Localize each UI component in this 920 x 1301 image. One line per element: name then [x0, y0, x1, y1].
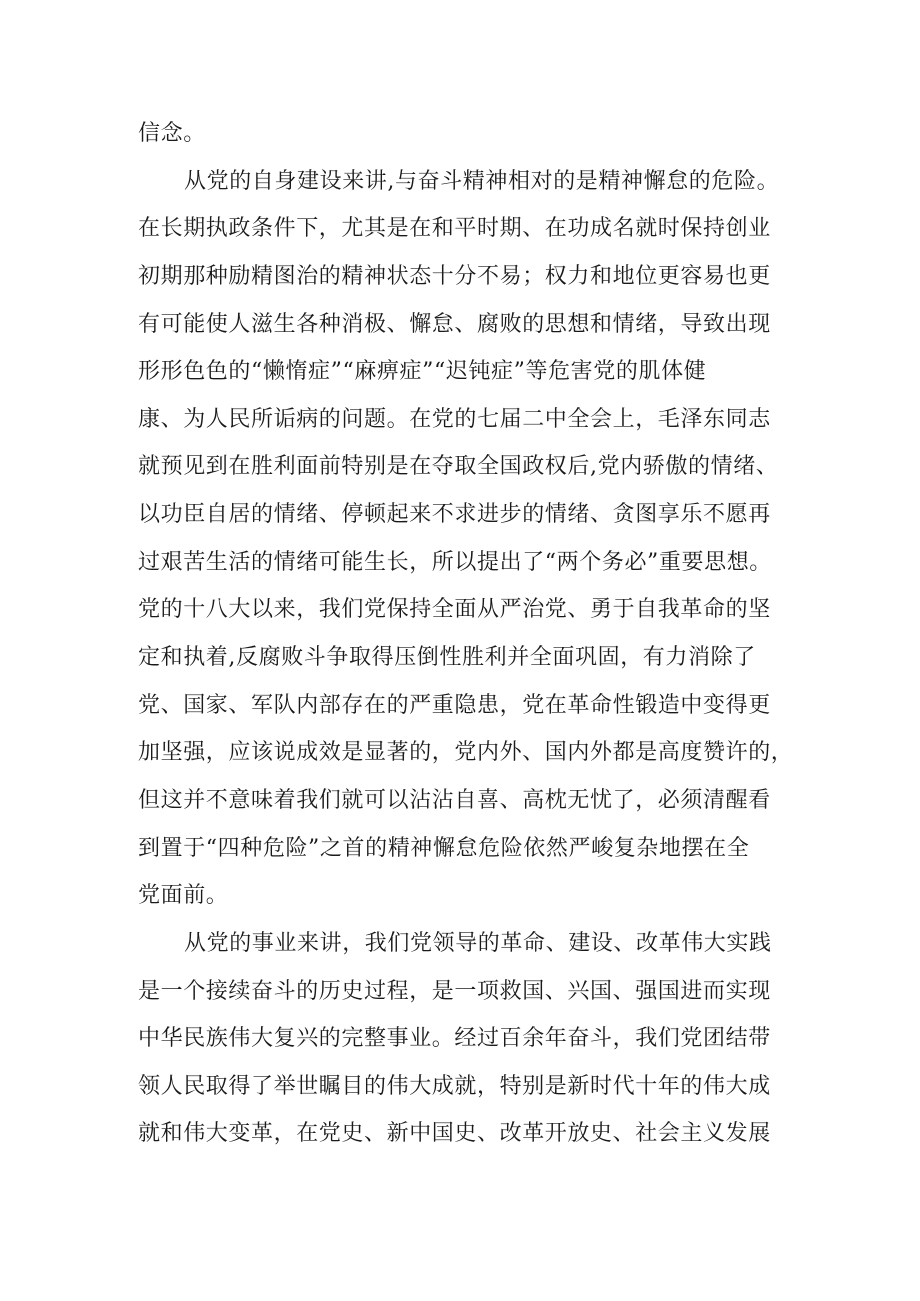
text-line: 从党的自身建设来讲,与奋斗精神相对的是精神懈怠的危险。 — [184, 168, 780, 194]
text-line: 党面前。 — [138, 883, 229, 909]
text-line: 定和执着,反腐败斗争取得压倒性胜利并全面巩固，有力消除了 — [138, 645, 756, 671]
text-line: 从党的事业来讲，我们党领导的革命、建设、改革伟大实践 — [184, 930, 772, 956]
paragraph-1 — [138, 110, 788, 158]
text-line: 就预见到在胜利面前特别是在夺取全国政权后,党内骄傲的情绪、 — [138, 454, 779, 480]
text-line: 到置于“四种危险”之首的精神懈怠危险依然严峻复杂地摆在全 — [138, 835, 750, 861]
text-line: 康、为人民所诟病的问题。在党的七届二中全会上，毛泽东同志 — [138, 406, 771, 432]
text-line: 形形色色的“懒惰症”“麻痹症”“迟钝症”等危害党的肌体健 — [138, 359, 707, 385]
text-line: 就和伟大变革，在党史、新中国史、改革开放史、社会主义发展 — [138, 1121, 771, 1147]
text-line: 是一个接续奋斗的历史过程，是一项救国、兴国、强国进而实现 — [138, 978, 771, 1004]
text-line: 领人民取得了举世瞩目的伟大成就，特别是新时代十年的伟大成 — [138, 1073, 771, 1099]
text-line: 过艰苦生活的情绪可能生长，所以提出了“两个务必”重要思想。 — [138, 549, 772, 575]
text-line: 但这并不意味着我们就可以沾沾自喜、高枕无忧了，必须清醒看 — [138, 787, 771, 813]
text-line: 在长期执政条件下，尤其是在和平时期、在功成名就时保持创业 — [138, 216, 771, 242]
paragraph-2 — [138, 158, 794, 920]
paragraph-3 — [138, 920, 788, 1158]
text-line: 加坚强，应该说成效是显著的，党内外、国内外都是高度赞许的， — [138, 740, 794, 766]
text-line: 党的十八大以来，我们党保持全面从严治党、勇于自我革命的坚 — [138, 597, 771, 623]
text-line: 有可能使人滋生各种消极、懈怠、腐败的思想和情绪，导致出现 — [138, 311, 771, 337]
text-line: 初期那种励精图治的精神状态十分不易；权力和地位更容易也更 — [138, 263, 771, 289]
text-line: 以功臣自居的情绪、停顿起来不求进步的情绪、贪图享乐不愿再 — [138, 502, 771, 528]
text-line: 中华民族伟大复兴的完整事业。经过百余年奋斗，我们党团结带 — [138, 1026, 771, 1052]
body-text — [138, 110, 794, 1158]
text-line: 党、国家、军队内部存在的严重隐患，党在革命性锻造中变得更 — [138, 692, 771, 718]
text-line: 信念。 — [138, 121, 206, 146]
